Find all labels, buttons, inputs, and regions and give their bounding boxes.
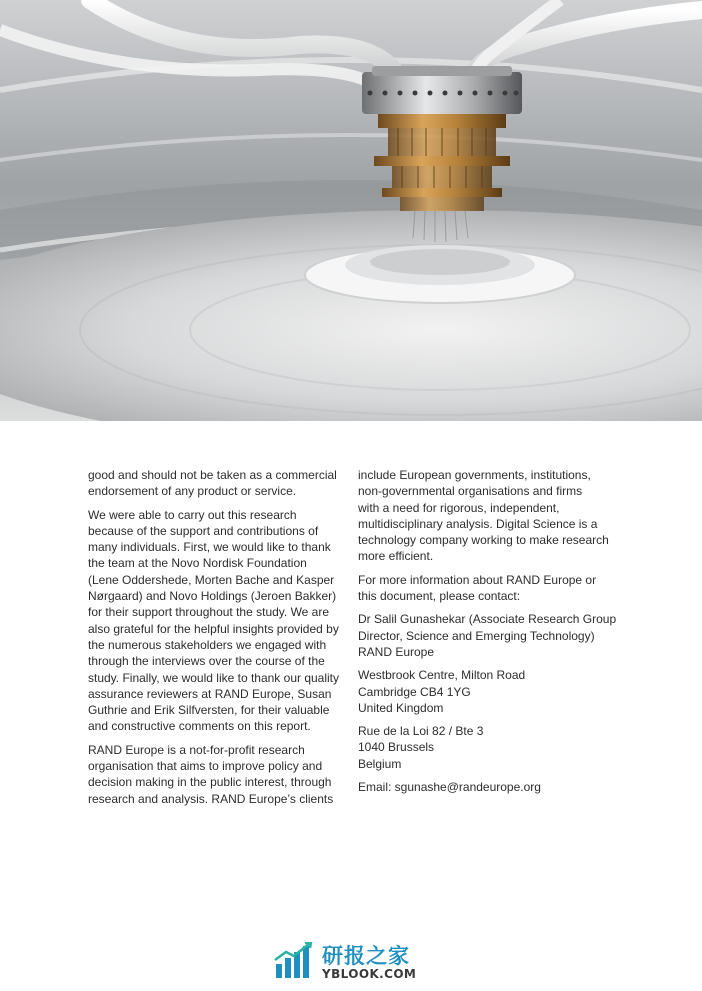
- address-brussels: Rue de la Loi 82 / Bte 3 1040 Brussels Belgium: [358, 724, 484, 771]
- contact-name: Dr Salil Gunashekar (Associate Research Group Director, Science and Emerging Technology) RAND Europe: [358, 612, 617, 659]
- watermark-chinese-text: 研报之家: [322, 944, 410, 968]
- paragraph: good and should not be taken as a commercial endorsement of any product or service.: [88, 468, 337, 499]
- paragraph: RAND Europe is a not-for-profit research organisation that aims to improve policy and decision making in the public interest, through research and analysis. RAND Europe’s clients: [88, 742, 334, 806]
- contact-email: Email: sgunashe@randeurope.org: [358, 780, 541, 795]
- watermark-logo: [274, 938, 444, 986]
- paragraph: For more information about RAND Europe or this document, please contact:: [358, 572, 597, 604]
- bar-chart-icon: [274, 942, 314, 980]
- right-text-column: [358, 467, 620, 802]
- left-text-column: [88, 467, 350, 814]
- address-cambridge: Westbrook Centre, Milton Road Cambridge CB4 1YG United Kingdom: [358, 668, 526, 715]
- paragraph: We were able to carry out this research because of the support and contributions of many individuals. First, we would like to thank the team at the Novo Nordisk Foundation (Lene Oddershede, Morten Bache and Kasper Nørgaard) and Novo Holdings (Jeroen Bakker) for their support throughout the study. We are also grateful for the helpful insights provided by the numerous stakeholders we engaged with through the interviews over the course of the study. Finally, we would like to thank our quality assurance reviewers at RAND Europe, Susan Guthrie and Erik Silfversten, for their valuable and constructive comments on this report.: [88, 507, 340, 734]
- watermark-url-text: YBLOOK.COM: [322, 967, 417, 981]
- hero-image: [0, 0, 702, 421]
- paragraph: include European governments, institutions, non-governmental organisations and firms with a need for rigorous, independent, multidisciplinary analysis. Digital Science is a technology company working to make research more efficient.: [358, 468, 609, 564]
